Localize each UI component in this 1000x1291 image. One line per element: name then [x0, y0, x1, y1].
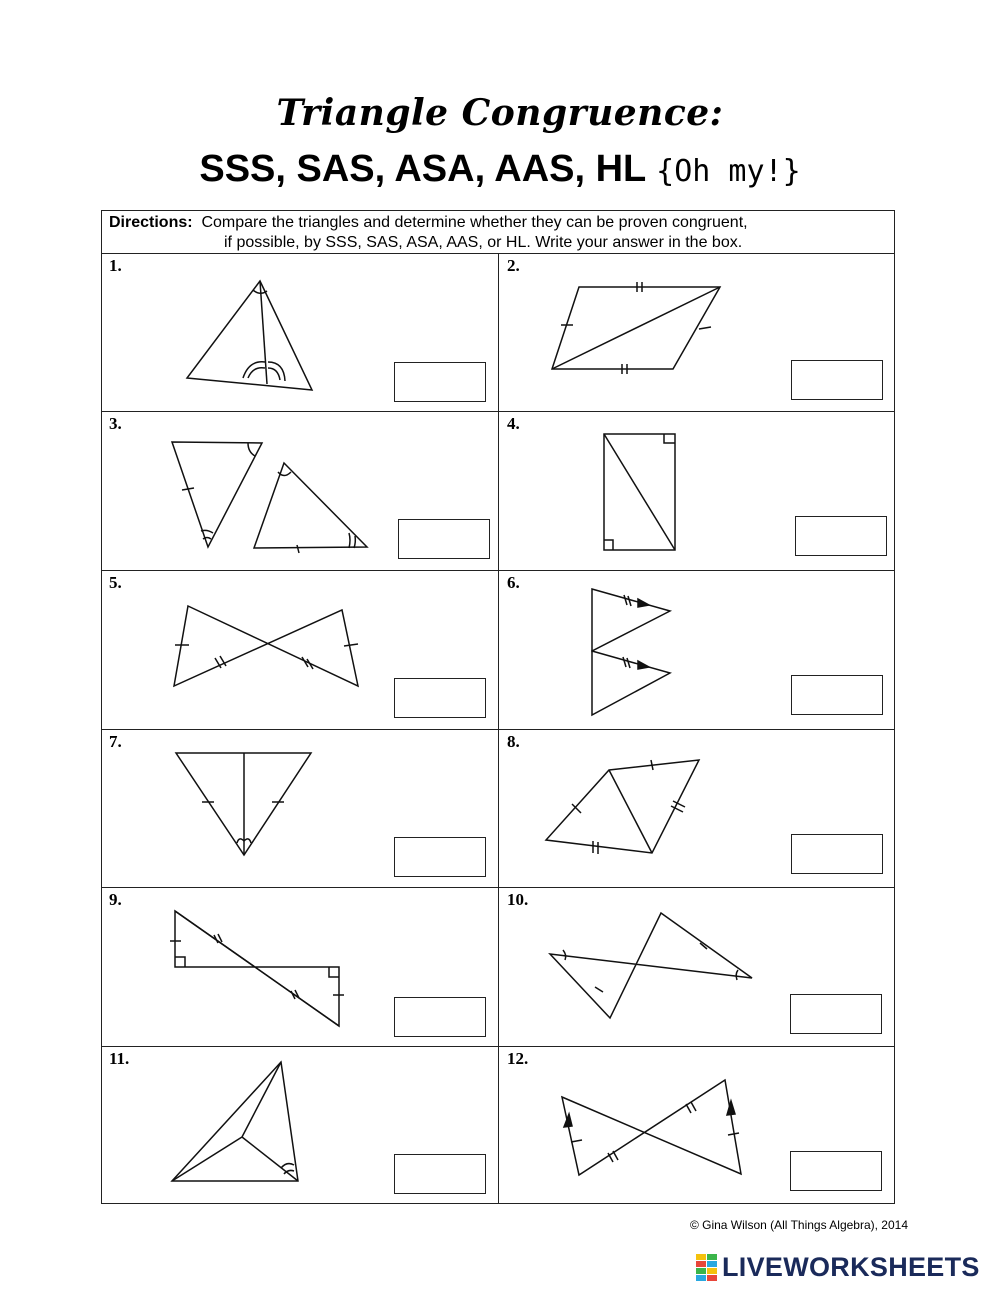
problem-number: 3. — [109, 414, 122, 433]
problem-number: 7. — [109, 732, 122, 751]
answer-box-9[interactable] — [394, 997, 486, 1037]
problem-number: 9. — [109, 890, 122, 909]
answer-box-2[interactable] — [791, 360, 883, 400]
problem-cell-3 — [101, 412, 499, 571]
copyright: © Gina Wilson (All Things Algebra), 2014 — [689, 1218, 908, 1232]
problem-cell-1 — [101, 254, 499, 412]
answer-box-6[interactable] — [791, 675, 883, 715]
answer-box-11[interactable] — [394, 1154, 486, 1194]
directions-label: Directions: — [109, 214, 193, 231]
problem-number: 4. — [507, 414, 520, 433]
problem-number: 11. — [109, 1049, 130, 1068]
answer-box-4[interactable] — [795, 516, 887, 556]
worksheet-title: Triangle Congruence: — [276, 92, 724, 134]
directions-line-2: if possible, by SSS, SAS, ASA, AAS, or HL. Write your answer in the box. — [224, 234, 743, 251]
answer-box-7[interactable] — [394, 837, 486, 877]
problem-cell-10 — [499, 888, 895, 1047]
problem-number: 1. — [109, 256, 122, 275]
problem-cell-7 — [101, 730, 499, 888]
problem-number: 6. — [507, 573, 520, 592]
answer-box-10[interactable] — [790, 994, 882, 1034]
problem-number: 10. — [507, 890, 529, 909]
problem-number: 2. — [507, 256, 520, 275]
directions-line-1: Compare the triangles and determine whether they can be proven congruent, — [201, 214, 748, 231]
problem-number: 5. — [109, 573, 122, 592]
logo-text: LIVEWORKSHEETS — [722, 1252, 980, 1282]
answer-box-1[interactable] — [394, 362, 486, 402]
answer-box-12[interactable] — [790, 1151, 882, 1191]
problem-number: 8. — [507, 732, 520, 751]
problem-cell-12 — [499, 1047, 895, 1204]
problem-cell-5 — [101, 571, 499, 730]
problem-cell-2 — [499, 254, 895, 412]
directions — [101, 210, 895, 254]
answer-box-5[interactable] — [394, 678, 486, 718]
logo-icon — [696, 1254, 718, 1282]
subtitle-methods: SSS, SAS, ASA, AAS, HL — [199, 148, 646, 190]
answer-box-8[interactable] — [791, 834, 883, 874]
problem-cell-6 — [499, 571, 895, 730]
problem-cell-4 — [499, 412, 895, 571]
problem-cell-8 — [499, 730, 895, 888]
problem-number: 12. — [507, 1049, 529, 1068]
subtitle-aside: {Oh my!} — [656, 154, 801, 189]
worksheet-subtitle — [0, 148, 1000, 191]
problem-cell-11 — [101, 1047, 499, 1204]
answer-box-3[interactable] — [398, 519, 490, 559]
problem-cell-9 — [101, 888, 499, 1047]
